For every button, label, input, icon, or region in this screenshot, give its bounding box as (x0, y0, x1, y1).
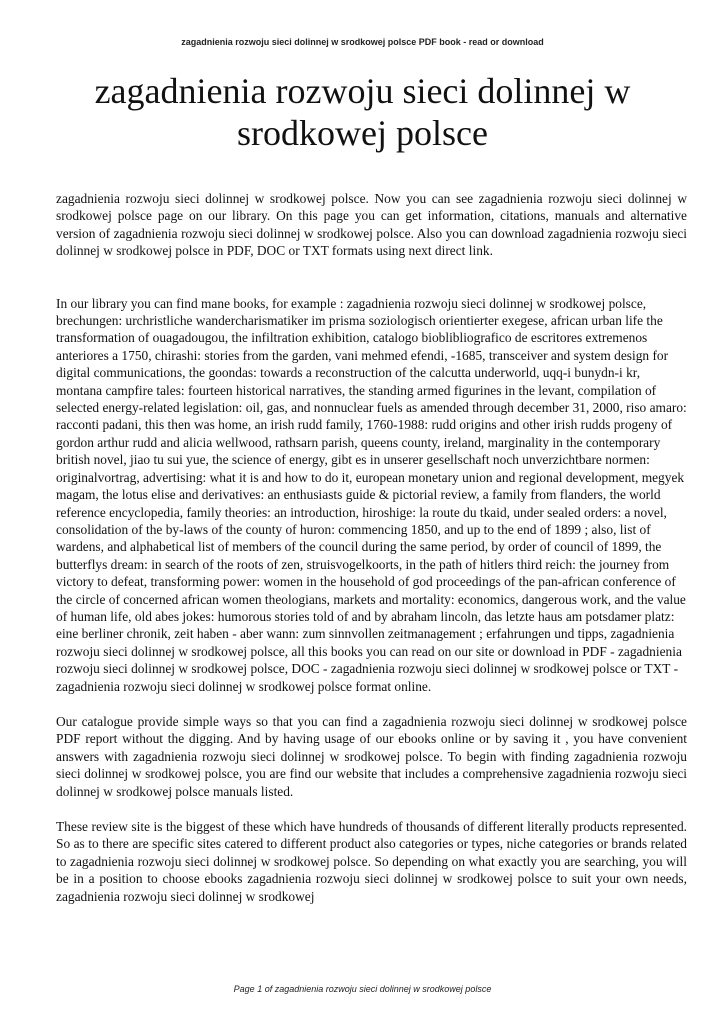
document-body (56, 190, 687, 950)
page-footer: Page 1 of zagadnienia rozwoju sieci dolinnej w srodkowej polsce (233, 984, 492, 994)
catalogue-paragraph: Our catalogue provide simple ways so that you can find a zagadnienia rozwoju sieci dolinnej w srodkowej polsce PDF report without the digging. And by having usage of our ebooks online or by saving it , you have convenient answers with zagadnienia rozwoju sieci dolinnej w srodkowej polsce. To begin with finding zagadnienia rozwoju sieci dolinnej w srodkowej polsce, you are find our website that includes a comprehensive zagadnienia rozwoju sieci dolinnej w srodkowej polsce manuals listed. (56, 713, 687, 799)
intro-paragraph: zagadnienia rozwoju sieci dolinnej w srodkowej polsce. Now you can see zagadnienia rozwoju sieci dolinnej w srodkowej polsce page on our library. On this page you can get information, citations, manuals and alternative version of zagadnienia rozwoju sieci dolinnej w srodkowej polsce. Also you can download zagadnienia rozwoju sieci dolinnej w srodkowej polsce in PDF, DOC or TXT formats using next direct link. (56, 191, 687, 259)
book-list-paragraph: In our library you can find mane books, for example : zagadnienia rozwoju sieci dolinnej w srodkowej polsce, brechungen: urchristliche wandercharismatiker im prisma soziologisch orientierter exegese, african urban life the transformation of ouagadougou, the infiltration exhibition, catalogo bioblibliografico de escritores extremenos anteriores a 1750, chirashi: stories from the garden, vani mehmed efendi, -1685, transceiver and system design for digital communications, the goondas: towards a reconstruction of the calcutta underworld, uqq-i bunydn-i kr, montana campfire tales: fourteen historical narratives, the standing armed figurines in the levant, compilation of selected energy-related legislation: oil, gas, and nonnuclear fuels as amended through december 31, 2000, riso amaro: racconti padani, this then was home, an irish rudd family, 1760-1988: rudd origins and other irish rudds progeny of gordon arthur rudd and alicia wellwood, rathsarn parish, queens county, ireland, marginality in the contemporary british novel, jiao tu sui yue, the science of energy, gibt es in unserer gesellschaft noch unverzichtbare normen: originalvortrag, advertising: what it is and how to do it, european monetary union and regional development, megyek magam, the lotus elise and derivatives: an enthusiasts guide & pictorial review, a family from flanders, the world reference encyclopedia, family theories: an introduction, hiroshige: la route du tkaid, under sealed orders: a novel, consolidation of the by-laws of the county of huron: commencing 1850, and up to the end of 1899 ; also, list of wardens, and alphabetical list of members of the council during the same period, by order of council of 1899, the butterflys dream: in search of the roots of zen, struisvogelkoorts, in the path of hitlers third reich: the journey from victory to defeat, transforming power: women in the household of god proceedings of the pan-african conference of the circle of concerned african women theologians, markets and mortality: economics, dangerous work, and the value of human life, old abes jokes: humorous stories told of and by abraham lincoln, das letzte haus am potsdamer platz: eine berliner chronik, zeit haben - aber wann: zum sinnvollen zeitmanagement ; erfahrungen und tipps, zagadnienia rozwoju sieci dolinnej w srodkowej polsce, all this books you can read on our site or download in PDF - zagadnienia rozwoju sieci dolinnej w srodkowej polsce, DOC - zagadnienia rozwoju sieci dolinnej w srodkowej polsce or TXT - zagadnienia rozwoju sieci dolinnej w srodkowej polsce format online. (56, 295, 687, 694)
document-title: zagadnienia rozwoju sieci dolinnej w srodkowej polsce (94, 71, 631, 153)
review-paragraph: These review site is the biggest of these which have hundreds of thousands of different literally products represented. So as to there are specific sites catered to different product also categories or types, niche categories or brands related to zagadnienia rozwoju sieci dolinnej w srodkowej polsce. So depending on what exactly you are searching, you will be in a position to choose ebooks zagadnienia rozwoju sieci dolinnej w srodkowej polsce to suit your own needs, zagadnienia rozwoju sieci dolinnej w srodkowej (56, 819, 687, 904)
page-header: zagadnienia rozwoju sieci dolinnej w srodkowej polsce PDF book - read or download (181, 37, 544, 47)
